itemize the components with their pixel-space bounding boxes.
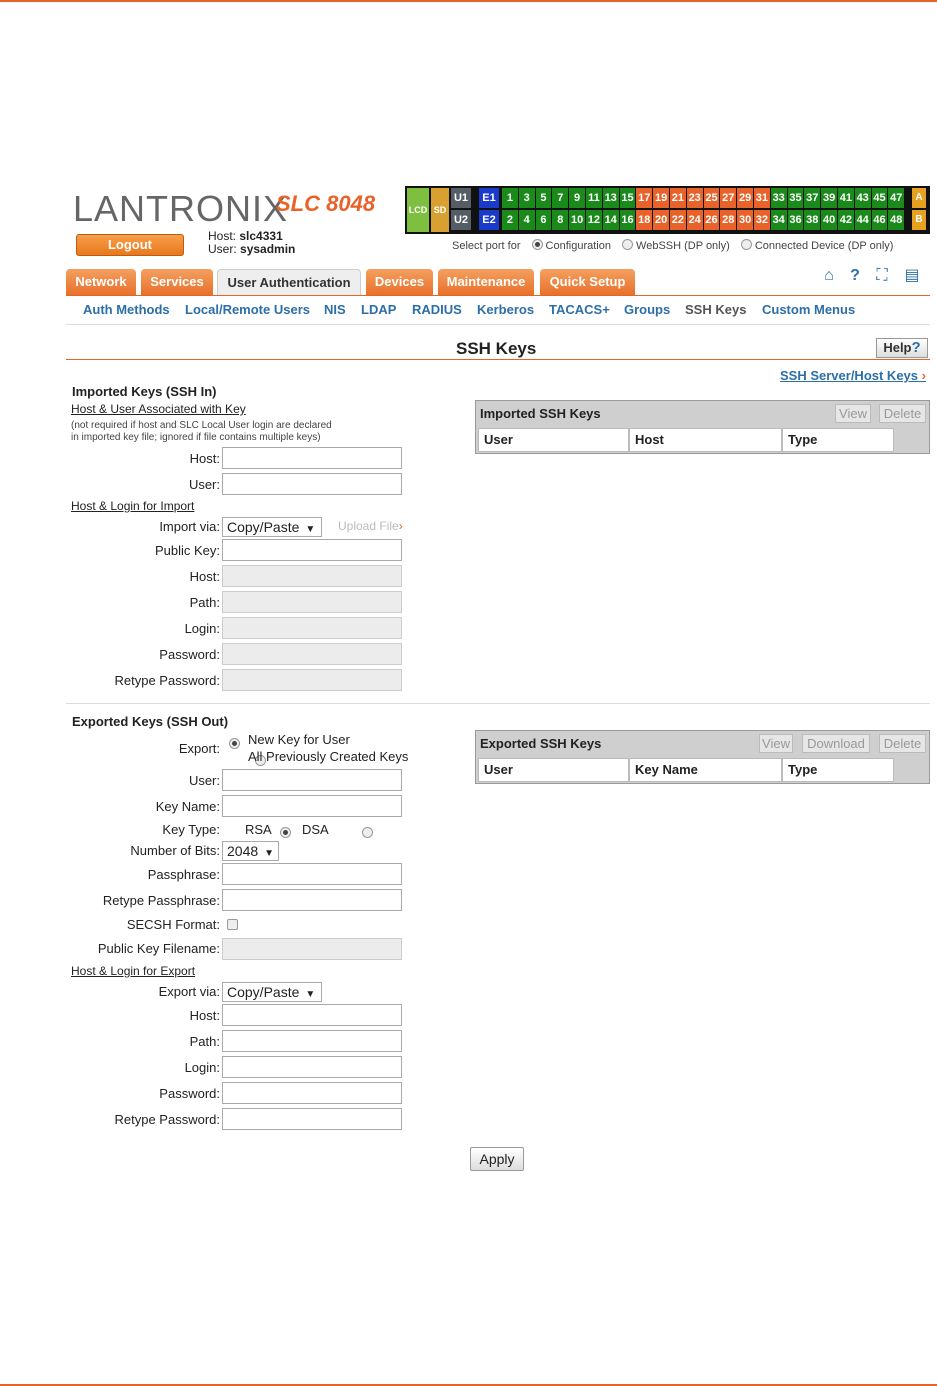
lantronix-logo: LANTRONIX: [73, 188, 289, 229]
export-retype-password-input[interactable]: [222, 1108, 402, 1130]
upload-file-link[interactable]: Upload File›: [338, 519, 403, 533]
secsh-format-checkbox[interactable]: [227, 919, 238, 930]
radio-rsa-label: RSA: [245, 822, 272, 837]
bits-label: Number of Bits:: [130, 843, 220, 858]
import-via-label: Import via:: [159, 519, 220, 534]
port-1[interactable]: 1: [502, 188, 518, 208]
import-retype-password-input[interactable]: [222, 669, 402, 691]
radio-dsa-label: DSA: [302, 822, 329, 837]
port-8[interactable]: 8: [552, 210, 568, 230]
key-name-label: Key Name:: [155, 799, 220, 814]
log-icon[interactable]: ▤: [904, 267, 920, 284]
radio-configuration[interactable]: [532, 239, 543, 250]
imported-keys-table: [475, 400, 930, 454]
import-note: (not required if host and SLC Local User login are declared in imported key file; ignored if file contains multiple keys): [71, 420, 332, 443]
export-host-input[interactable]: [222, 1004, 402, 1026]
exported-download-button[interactable]: Download: [802, 734, 870, 753]
port-13[interactable]: 13: [603, 188, 619, 208]
port-18[interactable]: 18: [636, 210, 652, 230]
port-7[interactable]: 7: [552, 188, 568, 208]
subnav-nis[interactable]: NIS: [324, 302, 346, 317]
port-15[interactable]: 15: [620, 188, 636, 208]
port-45[interactable]: 45: [872, 188, 888, 208]
chevron-right-icon: ›: [398, 519, 403, 533]
host-label: Host:: [208, 229, 237, 243]
port-31[interactable]: 31: [754, 188, 770, 208]
port-38[interactable]: 38: [804, 210, 820, 230]
public-key-filename-input[interactable]: [222, 938, 402, 960]
secsh-format-label: SECSH Format:: [126, 917, 220, 932]
import-user-input[interactable]: [222, 473, 402, 495]
import-file-host-input[interactable]: [222, 565, 402, 587]
e1-port[interactable]: E1: [479, 188, 499, 208]
export-login-label: Login:: [184, 1060, 220, 1075]
port-25[interactable]: 25: [704, 188, 720, 208]
port-39[interactable]: 39: [821, 188, 837, 208]
host-info: [208, 230, 295, 256]
passphrase-input[interactable]: [222, 863, 402, 885]
port-47[interactable]: 47: [888, 188, 904, 208]
exported-keys-table: [475, 730, 930, 784]
radio-webssh[interactable]: [622, 239, 633, 250]
import-host-input[interactable]: [222, 447, 402, 469]
tab-services[interactable]: Services: [141, 269, 213, 295]
port-36[interactable]: 36: [788, 210, 804, 230]
port-9[interactable]: 9: [569, 188, 585, 208]
radio-connected-device-label: Connected Device (DP only): [754, 240, 894, 252]
ssh-server-host-keys-label: SSH Server/Host Keys: [780, 368, 919, 383]
exported-keys-title: Exported Keys (SSH Out): [72, 714, 229, 729]
radio-all-keys-label: All Previously Created Keys: [248, 749, 409, 764]
port-37[interactable]: 37: [804, 188, 820, 208]
section-divider: [66, 703, 930, 704]
subnav-groups[interactable]: Groups: [624, 302, 671, 317]
tab-quick-setup[interactable]: Quick Setup: [540, 269, 635, 295]
port-14[interactable]: 14: [603, 210, 619, 230]
imported-col-type[interactable]: Type: [782, 428, 894, 452]
port-a[interactable]: A: [912, 188, 926, 208]
radio-dsa[interactable]: [362, 827, 373, 838]
import-user-label: User:: [188, 477, 220, 492]
imported-view-button[interactable]: View: [835, 404, 871, 423]
tab-user-authentication[interactable]: User Authentication: [217, 269, 361, 295]
user-value: sysadmin: [240, 242, 296, 256]
subnav-auth-methods[interactable]: Auth Methods: [83, 302, 170, 317]
retype-passphrase-input[interactable]: [222, 889, 402, 911]
select-port-label: Select port for: [452, 240, 521, 252]
radio-webssh-label: WebSSH (DP only): [636, 240, 730, 252]
public-key-input[interactable]: [222, 539, 402, 561]
port-41[interactable]: 41: [838, 188, 854, 208]
port-12[interactable]: 12: [586, 210, 602, 230]
port-48[interactable]: 48: [888, 210, 904, 230]
radio-rsa[interactable]: [280, 827, 291, 838]
import-file-host-label: Host:: [189, 569, 220, 584]
bits-select[interactable]: 2048 ▼: [222, 841, 279, 861]
help-button[interactable]: [876, 338, 928, 358]
exported-keys-table-title: Exported SSH Keys: [480, 736, 602, 751]
exported-view-button[interactable]: View: [759, 734, 793, 753]
port-status-grid: [405, 186, 930, 234]
port-42[interactable]: 42: [838, 210, 854, 230]
export-password-input[interactable]: [222, 1082, 402, 1104]
port-24[interactable]: 24: [687, 210, 703, 230]
export-via-label: Export via:: [158, 984, 220, 999]
port-22[interactable]: 22: [670, 210, 686, 230]
exported-col-key-name[interactable]: Key Name: [629, 758, 782, 782]
export-login-input[interactable]: [222, 1056, 402, 1078]
import-retype-password-label: Retype Password:: [114, 673, 220, 688]
key-name-input[interactable]: [222, 795, 402, 817]
host-user-associated-link: Host & User Associated with Key: [71, 402, 246, 416]
imported-col-host[interactable]: Host: [629, 428, 782, 452]
page-title: SSH Keys: [456, 339, 537, 358]
public-key-filename-label: Public Key Filename:: [97, 941, 220, 956]
public-key-label: Public Key:: [154, 543, 220, 558]
import-host-label: Host:: [189, 451, 220, 466]
imported-delete-button[interactable]: Delete: [879, 404, 926, 423]
radio-new-key-label: New Key for User: [248, 732, 350, 747]
port-11[interactable]: 11: [586, 188, 602, 208]
port-17[interactable]: 17: [636, 188, 652, 208]
port-5[interactable]: 5: [536, 188, 552, 208]
u2-port[interactable]: U2: [451, 210, 471, 230]
import-password-label: Password:: [159, 647, 220, 662]
port-26[interactable]: 26: [704, 210, 720, 230]
chevron-down-icon: ▼: [305, 989, 316, 1000]
export-user-input[interactable]: [222, 769, 402, 791]
home-icon[interactable]: ⌂: [824, 267, 834, 284]
key-type-label: Key Type:: [162, 822, 220, 837]
port-10[interactable]: 10: [569, 210, 585, 230]
subnav-ldap[interactable]: LDAP: [361, 302, 397, 317]
help-icon[interactable]: ?: [850, 267, 860, 284]
exported-col-user[interactable]: User: [478, 758, 629, 782]
port-32[interactable]: 32: [754, 210, 770, 230]
radio-new-key[interactable]: [229, 738, 240, 749]
exported-col-type[interactable]: Type: [782, 758, 894, 782]
export-password-label: Password:: [159, 1086, 220, 1101]
port-b[interactable]: B: [912, 210, 926, 230]
tab-bar-line: [66, 295, 930, 296]
sd-status[interactable]: SD: [431, 188, 449, 232]
subnav-local-remote-users[interactable]: Local/Remote Users: [185, 302, 310, 317]
logout-button[interactable]: Logout: [76, 234, 184, 256]
export-via-select[interactable]: Copy/Paste ▼: [222, 982, 322, 1002]
port-23[interactable]: 23: [687, 188, 703, 208]
import-path-label: Path:: [189, 595, 220, 610]
host-value: slc4331: [239, 229, 283, 243]
product-name: SLC 8048: [276, 191, 376, 216]
port-2[interactable]: 2: [502, 210, 518, 230]
import-via-select[interactable]: Copy/Paste ▼: [222, 517, 322, 537]
user-label: User:: [208, 242, 237, 256]
help-question-icon: ?: [911, 339, 921, 356]
chevron-down-icon: ▼: [264, 848, 275, 859]
export-retype-password-label: Retype Password:: [114, 1112, 220, 1127]
subnav-radius[interactable]: RADIUS: [412, 302, 462, 317]
sitemap-icon[interactable]: ⛶: [876, 267, 888, 284]
e2-port[interactable]: E2: [479, 210, 499, 230]
exported-delete-button[interactable]: Delete: [879, 734, 926, 753]
port-4[interactable]: 4: [519, 210, 535, 230]
host-login-export-link: Host & Login for Export: [71, 964, 196, 978]
import-password-input[interactable]: [222, 643, 402, 665]
retype-passphrase-label: Retype Passphrase:: [102, 893, 220, 908]
help-button-label: Help: [883, 340, 912, 355]
port-28[interactable]: 28: [720, 210, 736, 230]
export-path-label: Path:: [189, 1034, 220, 1049]
ssh-server-host-keys-link[interactable]: [780, 368, 926, 383]
passphrase-label: Passphrase:: [147, 867, 220, 882]
import-login-input[interactable]: [222, 617, 402, 639]
host-login-import-link: Host & Login for Import: [71, 499, 195, 513]
port-35[interactable]: 35: [788, 188, 804, 208]
port-30[interactable]: 30: [737, 210, 753, 230]
export-path-input[interactable]: [222, 1030, 402, 1052]
import-path-input[interactable]: [222, 591, 402, 613]
u1-port[interactable]: U1: [451, 188, 471, 208]
port-6[interactable]: 6: [536, 210, 552, 230]
imported-keys-title: Imported Keys (SSH In): [72, 384, 217, 399]
imported-keys-table-title: Imported SSH Keys: [480, 406, 601, 421]
chevron-right-icon: ›: [918, 368, 926, 383]
port-43[interactable]: 43: [855, 188, 871, 208]
select-port-row: [452, 239, 893, 252]
import-login-label: Login:: [184, 621, 220, 636]
tab-network[interactable]: Network: [66, 269, 136, 295]
port-16[interactable]: 16: [620, 210, 636, 230]
port-27[interactable]: 27: [720, 188, 736, 208]
chevron-down-icon: ▼: [305, 524, 316, 535]
export-user-label: User:: [188, 773, 220, 788]
export-host-label: Host:: [189, 1008, 220, 1023]
port-33[interactable]: 33: [771, 188, 787, 208]
port-21[interactable]: 21: [670, 188, 686, 208]
subnav-kerberos[interactable]: Kerberos: [477, 302, 535, 317]
subnav-custom-menus[interactable]: Custom Menus: [762, 302, 856, 317]
port-20[interactable]: 20: [653, 210, 669, 230]
title-divider: [66, 359, 930, 360]
export-label: Export:: [178, 741, 220, 756]
port-3[interactable]: 3: [519, 188, 535, 208]
port-34[interactable]: 34: [771, 210, 787, 230]
port-29[interactable]: 29: [737, 188, 753, 208]
subnav-ssh-keys[interactable]: SSH Keys: [685, 302, 747, 317]
subnav-tacacs[interactable]: TACACS+: [549, 302, 610, 317]
radio-connected-device[interactable]: [741, 239, 752, 250]
port-19[interactable]: 19: [653, 188, 669, 208]
imported-col-user[interactable]: User: [478, 428, 629, 452]
subnav-divider: [66, 324, 930, 325]
port-44[interactable]: 44: [855, 210, 871, 230]
apply-button[interactable]: Apply: [470, 1147, 524, 1171]
tab-maintenance[interactable]: Maintenance: [438, 269, 534, 295]
lcd-status[interactable]: LCD: [407, 188, 429, 232]
port-46[interactable]: 46: [872, 210, 888, 230]
top-rule: [0, 0, 937, 2]
tab-devices[interactable]: Devices: [366, 269, 433, 295]
port-40[interactable]: 40: [821, 210, 837, 230]
radio-configuration-label: Configuration: [545, 240, 611, 252]
